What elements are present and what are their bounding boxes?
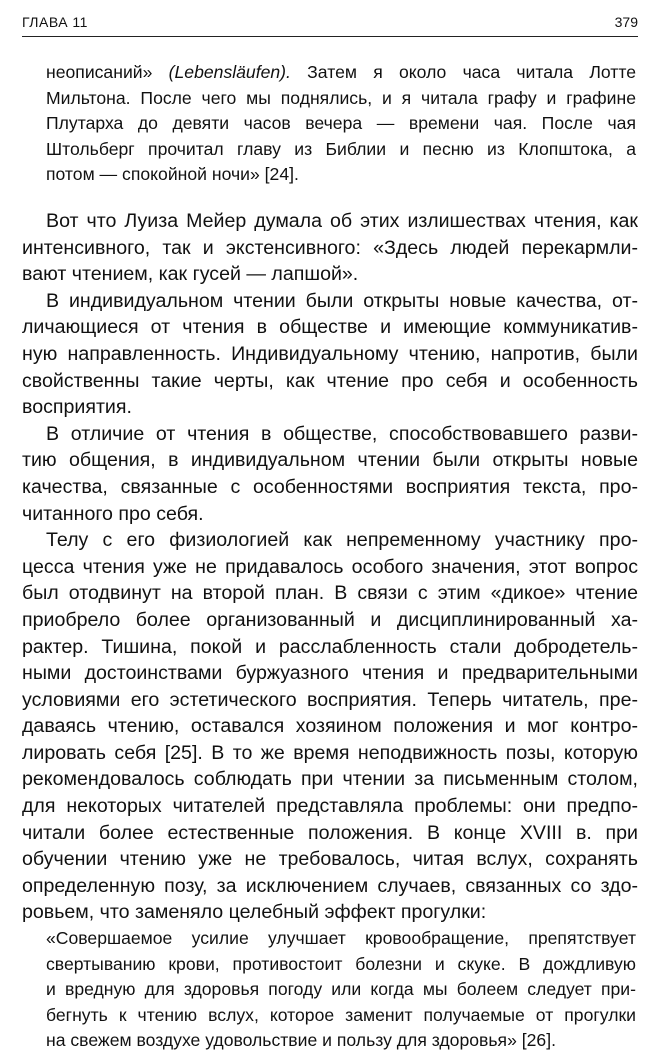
paragraph	[22, 527, 638, 926]
italic-term: (Lebensläufen).	[168, 62, 291, 82]
text-line: В индивидуальном чтении были открыты новые качества, от-	[46, 289, 638, 312]
text-line: интенсивного, так и экстенсивного: «Здесь людей перекармли-	[22, 236, 638, 259]
text-line: определенную позу, за исключением случаев, связанных со здо-	[22, 874, 638, 897]
page-number: 379	[614, 14, 638, 30]
running-header	[22, 10, 638, 37]
quote-line: Штольберг прочитал главу из Библии и песню из Клопштока, а	[46, 138, 636, 159]
text-line: для некоторых читателей представляла проблемы: они предпо-	[22, 795, 638, 818]
text-line: восприятия.	[22, 396, 132, 419]
text-line: читали более естественные положения. В конце XVIII в. при	[22, 821, 638, 844]
text-line: ными достоинствами буржуазного чтения и предварительными	[22, 662, 638, 685]
text-line: свойственны такие черты, как чтение про себя и особенность	[22, 369, 638, 392]
text-line: ную направленность. Индивидуальному чтению, напротив, были	[22, 342, 638, 365]
text-line: Вот что Луиза Мейер думала об этих излишествах чтения, как	[46, 210, 638, 232]
text-line: даваясь чтению, оставался хозяином положения и мог контро-	[22, 715, 638, 738]
body-text	[22, 208, 638, 926]
text-line: вают чтением, как гусей — лапшой».	[22, 263, 359, 286]
text-line: читанного про себя.	[22, 502, 204, 525]
text-line: приобрело более организованный и дисциплинированный ха-	[22, 608, 638, 631]
quote-line: потом — спокойной ночи» [24].	[46, 164, 299, 185]
text-line: Телу с его физиологией как непременному участнику про-	[46, 529, 638, 552]
quote-line: на свежем воздухе удовольствие и пользу для здоровья» [26].	[46, 1030, 556, 1051]
quote-line: «Совершаемое усилие улучшает кровообращение, препятствует	[46, 928, 636, 948]
block-quote-bottom	[46, 926, 636, 1054]
text-line: рекомендовалось соблюдать при чтении за письменным столом,	[22, 768, 638, 791]
quote-line: и вредную для здоровья погоду или когда мы болеем следует при-	[46, 979, 636, 1000]
text-line: ровьем, что заменяло целебный эффект прогулки:	[22, 901, 487, 924]
text-line: рактер. Тишина, покой и расслабленность стали добродетель-	[22, 635, 638, 658]
quote-line: неописаний» (Lebensläufen). Затем я около часа читала Лотте	[46, 62, 636, 82]
text-line: обучении чтению уже не требовалось, читая вслух, сохранять	[22, 848, 638, 871]
text-line: качества, связанные с особенностями восприятия текста, про-	[22, 475, 638, 498]
quote-line: Мильтона. После чего мы поднялись, и я читала графу и графине	[46, 87, 636, 108]
text-line: условиями его эстетического восприятия. Теперь читатель, пре-	[22, 688, 638, 711]
quote-line: бегнуть к чтению вслух, которое заменит получаемые от прогулки	[46, 1004, 636, 1025]
quote-line: Плутарха до девяти часов вечера — времени чая. После чая	[46, 113, 636, 134]
paragraph	[22, 421, 638, 527]
quote-line: свертыванию крови, противостоит болезни и скуке. В дождливую	[46, 953, 636, 974]
text-line: В отличие от чтения в обществе, способствовавшего разви-	[46, 422, 638, 445]
text-line: личающиеся от чтения в обществе и имеющие коммуникатив-	[22, 316, 638, 339]
text-line: цесса чтения уже не придавалось особого значения, этот вопрос	[22, 555, 638, 578]
text-line: был отодвинут на второй план. В связи с этим «дикое» чтение	[22, 582, 638, 605]
chapter-label: ГЛАВА 11	[22, 14, 88, 30]
text-line: лировать себя [25]. В то же время неподвижность позы, которую	[22, 741, 638, 764]
text-line: тию общения, в индивидуальном чтении были открыты новые	[22, 449, 638, 472]
paragraph	[22, 208, 638, 288]
paragraph	[22, 288, 638, 421]
block-quote-top	[46, 60, 636, 188]
